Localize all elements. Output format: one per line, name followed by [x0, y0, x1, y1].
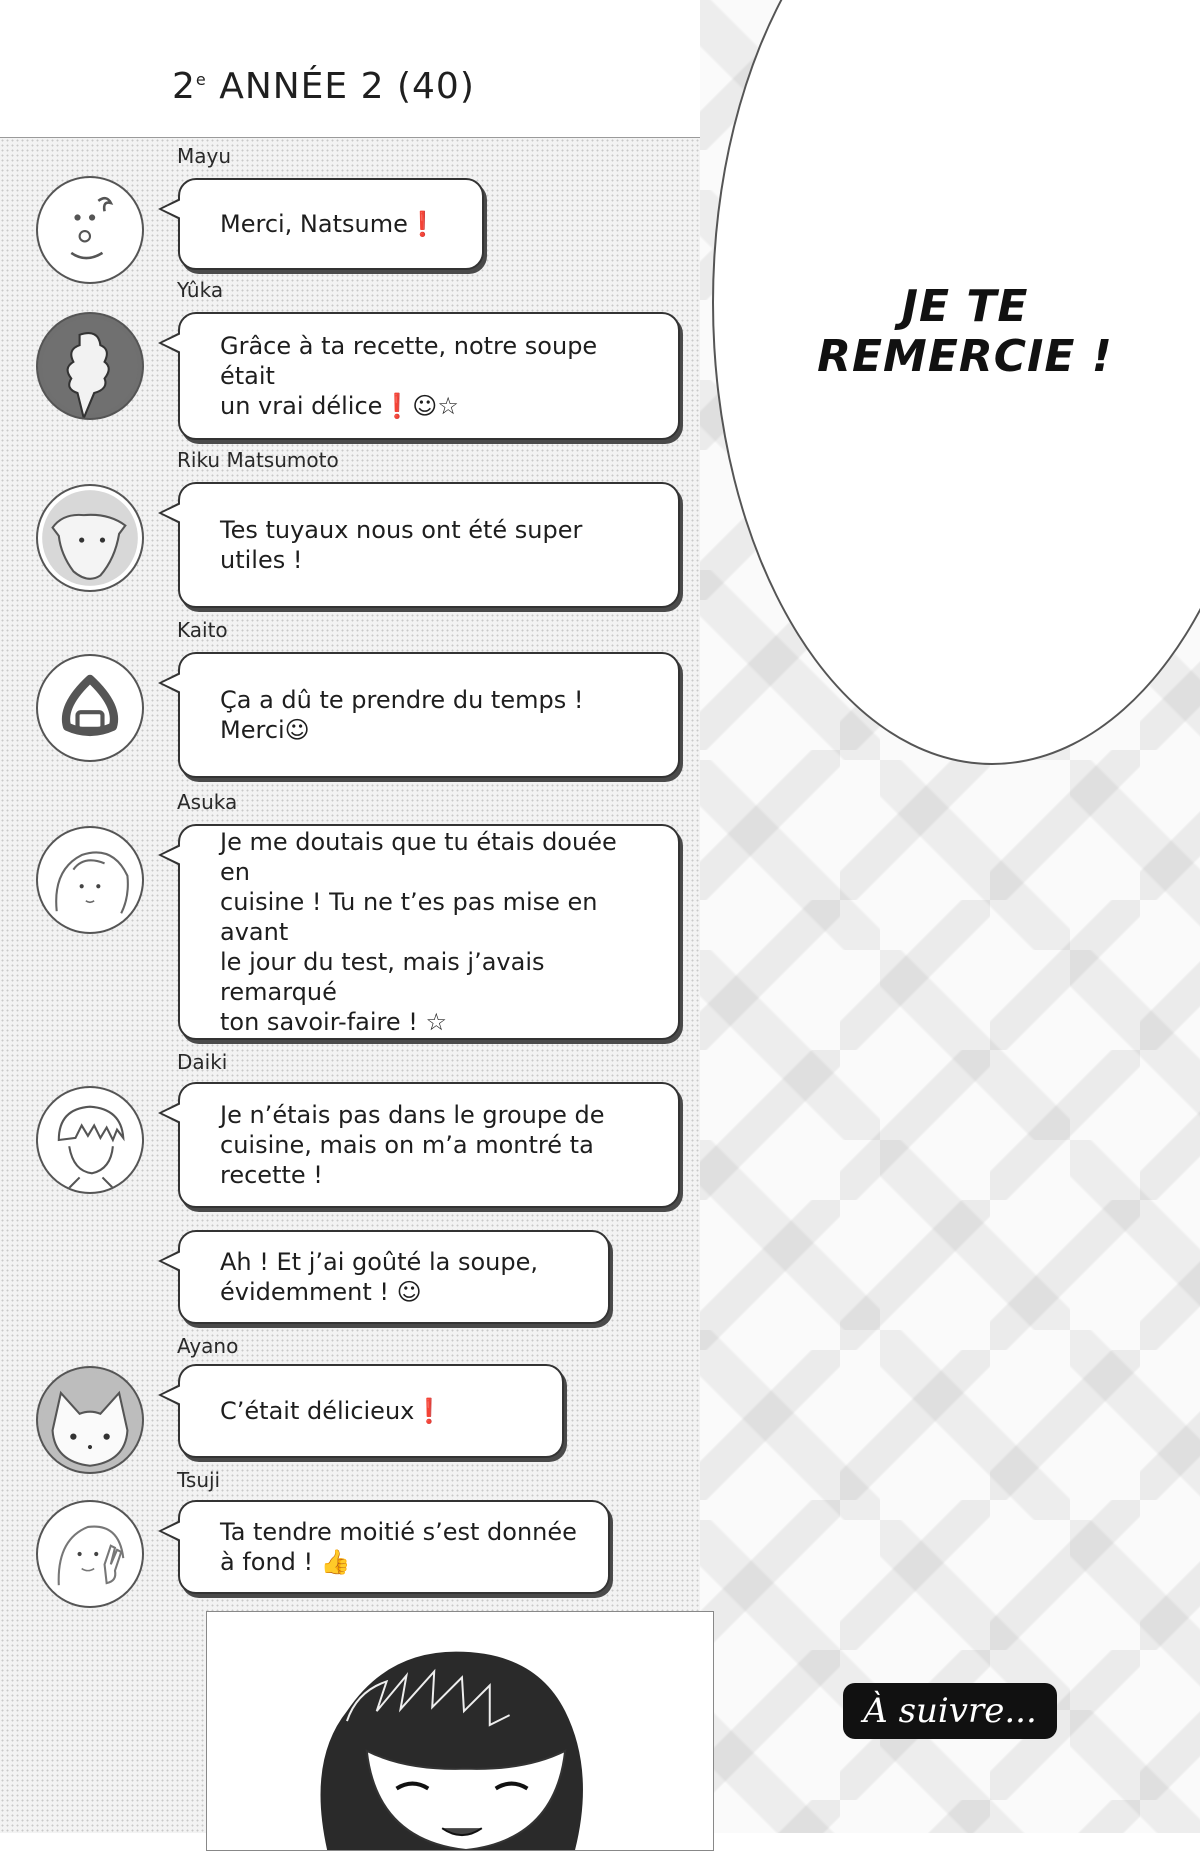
message-text: Je me doutais que tu étais douée en cuisine ! Tu ne t’es pas mise en avant le jour du test, mais j’avais remarqué ton savoir-faire ! ☆ [220, 828, 617, 1036]
sender-name-yuka: Yûka [177, 278, 224, 302]
avatar-daiki[interactable] [36, 1086, 144, 1194]
sheep-icon [38, 486, 142, 590]
shout-text: JE TE REMERCIE ! [817, 281, 1113, 382]
sender-name-riku-matsumoto: Riku Matsumoto [177, 448, 339, 472]
message-text: Je n’étais pas dans le groupe de cuisine, mais on m’a montré ta recette ! [220, 1101, 605, 1189]
message-bubble[interactable] [178, 178, 484, 270]
sender-name-kaito: Kaito [177, 618, 228, 642]
avatar-yuka[interactable] [36, 312, 144, 420]
message-bubble[interactable] [178, 1082, 680, 1208]
message-bubble[interactable] [178, 1500, 610, 1594]
cat-icon [38, 1368, 142, 1472]
message-text: Ta tendre moitié s’est donnée à fond ! 👍 [220, 1518, 577, 1576]
chat-header [0, 0, 700, 138]
avatar-tsuji[interactable] [36, 1500, 144, 1608]
message-text: C’était délicieux❗ [220, 1397, 445, 1425]
message-bubble[interactable] [178, 824, 680, 1040]
boy-portrait-icon [38, 1088, 142, 1192]
message-text: Ça a dû te prendre du temps ! Merci☺ [220, 686, 584, 744]
message-bubble[interactable] [178, 1230, 610, 1324]
character-illustration [206, 1611, 714, 1851]
girl-portrait-icon [38, 828, 142, 932]
to-be-continued-label: À suivre... [843, 1683, 1057, 1739]
message-bubble[interactable] [178, 312, 680, 440]
girl-peace-sign-icon [38, 1502, 142, 1606]
group-chat-title: 2e ANNÉE 2 (40) [172, 66, 475, 107]
sender-name-mayu: Mayu [177, 144, 232, 168]
snowman-icon [38, 178, 142, 282]
avatar-ayano[interactable] [36, 1366, 144, 1474]
message-bubble[interactable] [178, 1364, 564, 1458]
message-text: Merci, Natsume❗ [220, 210, 438, 238]
avatar-riku[interactable] [36, 484, 144, 592]
sender-name-ayano: Ayano [177, 1334, 239, 1358]
message-text: Grâce à ta recette, notre soupe était un vrai délice❗☺☆ [220, 332, 598, 420]
sender-name-daiki: Daiki [177, 1050, 228, 1074]
message-text: Tes tuyaux nous ont été super utiles ! [220, 516, 583, 574]
avatar-asuka[interactable] [36, 826, 144, 934]
message-bubble[interactable] [178, 482, 680, 608]
sender-name-asuka: Asuka [177, 790, 238, 814]
avatar-mayu[interactable] [36, 176, 144, 284]
ice-cream-icon [38, 314, 142, 418]
rice-ball-icon [38, 656, 142, 760]
boy-character-drawing [207, 1612, 713, 1850]
sender-name-tsuji: Tsuji [177, 1468, 221, 1492]
message-bubble[interactable] [178, 652, 680, 778]
avatar-kaito[interactable] [36, 654, 144, 762]
message-text: Ah ! Et j’ai goûté la soupe, évidemment ! ☺ [220, 1248, 538, 1306]
